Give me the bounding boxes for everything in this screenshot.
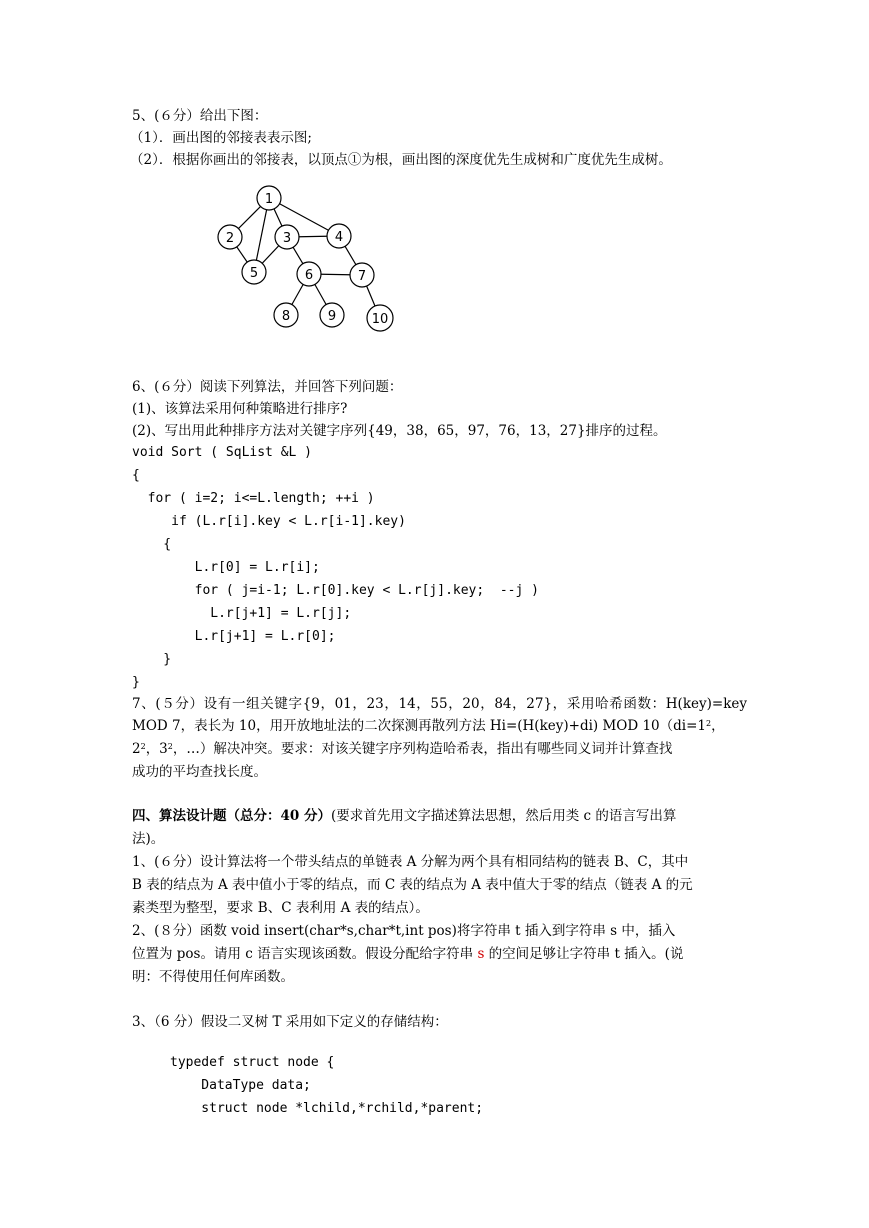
node-label-4: 4 [334,230,344,245]
section4-heading: 四、算法设计题（总分：40 分）(要求首先用文字描述算法思想，然后用类 c 的语言写出算 [132,808,677,824]
q5-part1: （1）．画出图的邻接表表示图; [130,130,312,146]
s4-q3-code-line: struct node *lchild,*rchild,*parent; [170,1101,484,1116]
q6-part2: (2)、写出用此种排序方法对关键字序列{49，38，65，97，76，13，27}排序的过程。 [132,423,667,439]
q6-code-line: void Sort ( SqList &L ) [132,445,313,460]
s4-q1-line1: 1、(６分）设计算法将一个带头结点的单链表 A 分解为两个具有相同结构的链表 B、C，其中 [132,854,689,870]
node-label-1: 1 [264,192,274,207]
q6-code-line: { [132,468,140,483]
graph-edges [230,198,380,318]
q5-title: 5、(６分）给出下图： [132,108,268,124]
s4-q3-code-line: DataType data; [170,1078,311,1093]
node-label-3: 3 [282,231,292,246]
s4-q3-code-line: typedef struct node { [170,1055,335,1070]
node-label-10: 10 [371,312,389,327]
q6-code-line: for ( i=2; i<=L.length; ++i ) [132,491,375,506]
node-label-7: 7 [357,269,367,284]
q7-line2: MOD 7，表长为 10，用开放地址法的二次探测再散列方法 Hi=(H(key)+di) MOD $10(di=1^2$， [132,718,725,734]
q7-line1: 7、(５分）设有一组关键字{9，01，23，14，55，20，84，27}，采用哈希函数：H(key)=key [132,696,747,712]
s4-q2-line3: 明：不得使用任何库函数。 [132,969,294,985]
q6-part1: (1)、该算法采用何种策略进行排序? [132,401,348,417]
q7-line4: 成功的平均查找长度。 [132,764,267,780]
q6-code-line: for ( j=i-1; L.r[0].key < L.r[j].key; --j ) [132,583,539,598]
node-label-9: 9 [327,309,337,324]
q6-code-line: { [132,537,172,552]
node-label-2: 2 [225,231,235,246]
q6-code-line: } [132,675,140,690]
s4-q2-line1: 2、(８分）函数 void insert(char*s,char*t,int pos)将字符串 t 插入到字符串 s 中，插入 [132,923,676,939]
q6-code-line: L.r[j+1] = L.r[j]; [132,606,352,621]
node-label-5: 5 [249,266,259,281]
q6-code-line: if (L.r[i].key < L.r[i-1].key) [132,514,406,529]
s4-q1-line3: 素类型为整型，要求 B、C 表利用 A 表的结点）。 [132,900,429,916]
section4-heading-line2: 法)。 [132,831,165,847]
node-label-6: 6 [304,268,314,283]
s4-q3-line1: 3、（6 分）假设二叉树 T 采用如下定义的存储结构： [132,1014,448,1030]
q5-part2: （2）．根据你画出的邻接表，以顶点①为根，画出图的深度优先生成树和广度优先生成树。 [130,152,672,168]
q6-code-line: } [132,652,172,667]
q7-line3: $2^2$，$3^2$，…）解决冲突。要求：对该关键字序列构造哈希表，指出有哪些同义词并计算查找 [132,741,673,757]
s4-q1-line2: B 表的结点为 A 表中值小于零的结点，而 C 表的结点为 A 表中值大于零的结点（链表 A 的元 [132,877,693,893]
q6-code-line: L.r[0] = L.r[i]; [132,560,320,575]
s4-q2-line2: 位置为 pos。请用 c 语言实现该函数。假设分配给字符串 s 的空间足够让字符串 t 插入。(说 [132,946,684,962]
q6-code-line: L.r[j+1] = L.r[0]; [132,629,336,644]
q6-title: 6、(６分）阅读下列算法，并回答下列问题： [132,379,403,395]
node-label-8: 8 [281,309,291,324]
graph-diagram [200,178,420,338]
